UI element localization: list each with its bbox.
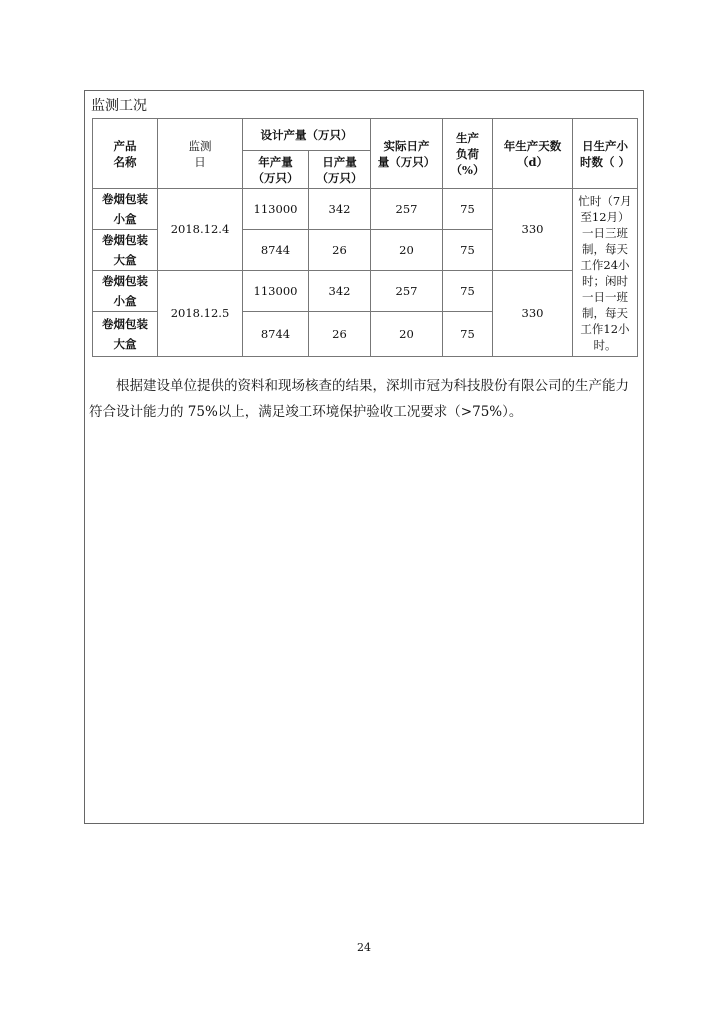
header-design-day: 日产量 （万只） [309, 151, 371, 189]
header-date: 监测 日 [158, 119, 243, 189]
product-name: 卷烟包装 大盒 [93, 230, 158, 271]
header-design-year: 年产量 （万只） [243, 151, 309, 189]
day-output: 342 [309, 271, 371, 312]
header-product: 产品 名称 [93, 119, 158, 189]
year-output: 8744 [243, 230, 309, 271]
header-actual: 实际日产 量（万只） [371, 119, 443, 189]
header-load: 生产 负荷 （%） [443, 119, 493, 189]
product-name: 卷烟包装 大盒 [93, 312, 158, 357]
production-days: 330 [493, 189, 573, 271]
year-output: 8744 [243, 312, 309, 357]
day-output: 342 [309, 189, 371, 230]
day-output: 26 [309, 230, 371, 271]
load-percent: 75 [443, 230, 493, 271]
header-design: 设计产量（万只） [243, 119, 371, 151]
production-days: 330 [493, 271, 573, 357]
monitor-date: 2018.12.4 [158, 189, 243, 271]
header-hours: 日生产小 时数（ ） [573, 119, 638, 189]
actual-output: 257 [371, 271, 443, 312]
header-days: 年生产天数 （d） [493, 119, 573, 189]
actual-output: 20 [371, 312, 443, 357]
production-table [92, 118, 638, 357]
year-output: 113000 [243, 271, 309, 312]
actual-output: 257 [371, 189, 443, 230]
product-name: 卷烟包装 小盒 [93, 271, 158, 312]
table-row [93, 271, 638, 312]
load-percent: 75 [443, 312, 493, 357]
content-frame [84, 90, 644, 824]
year-output: 113000 [243, 189, 309, 230]
page-number: 24 [357, 941, 371, 954]
actual-output: 20 [371, 230, 443, 271]
section-title: 监测工况 [91, 98, 147, 114]
hours-note: 忙时（7月至12月）一日三班制，每天工作24小时；闲时一日一班制，每天工作12小时。 [573, 189, 638, 357]
conclusion-paragraph: 根据建设单位提供的资料和现场核查的结果，深圳市冠为科技股份有限公司的生产能力符合设计能力的 75%以上，满足竣工环境保护验收工况要求（>75%）。 [89, 378, 629, 420]
load-percent: 75 [443, 271, 493, 312]
product-name: 卷烟包装 小盒 [93, 189, 158, 230]
table-row [93, 189, 638, 230]
day-output: 26 [309, 312, 371, 357]
load-percent: 75 [443, 189, 493, 230]
monitor-date: 2018.12.5 [158, 271, 243, 357]
